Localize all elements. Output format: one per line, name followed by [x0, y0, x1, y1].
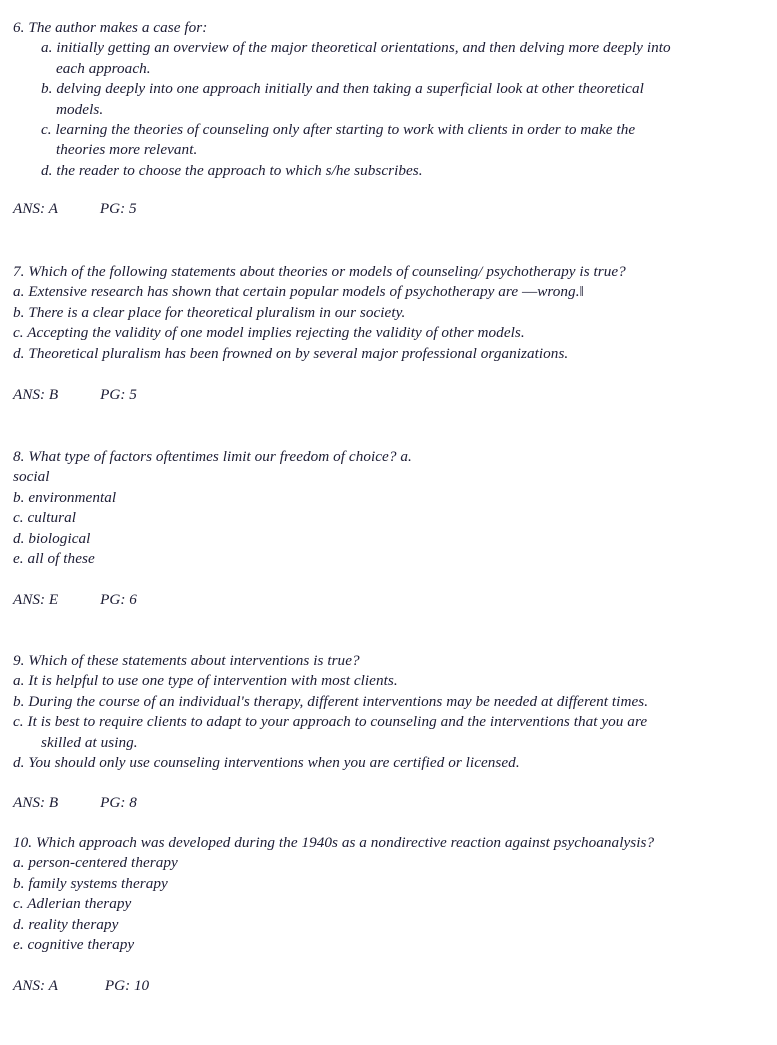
option-a-continuation: each approach. [56, 59, 151, 77]
option-e: e. cognitive therapy [13, 936, 135, 954]
page-reference: PG: 5 [100, 386, 137, 403]
option-a: a. initially getting an overview of the major theoretical orientations, and then delving more deeply into [41, 39, 671, 57]
answer-key: ANS: E [13, 591, 59, 608]
option-b: b. delving deeply into one approach initially and then taking a superficial look at other theoretical [41, 80, 644, 98]
question-stem: 7. Which of the following statements about theories or models of counseling/ psychotherapy is true? [13, 263, 626, 280]
option-b: b. During the course of an individual's therapy, different interventions may be needed at different times. [13, 692, 649, 710]
option-d: d. biological [13, 529, 91, 547]
option-a: a. person-centered therapy [13, 854, 178, 872]
page-reference: PG: 8 [100, 794, 137, 811]
answer-key: ANS: B [13, 386, 59, 403]
question-stem: 8. What type of factors oftentimes limit our freedom of choice? a. [13, 448, 412, 465]
option-e: e. all of these [13, 550, 95, 568]
question-stem: 10. Which approach was developed during the 1940s as a nondirective reaction against psychoanalysis? [13, 834, 655, 851]
option-c: c. It is best to require clients to adapt to your approach to counseling and the interventions that you are [13, 713, 648, 731]
option-b: b. environmental [13, 488, 117, 506]
option-b: b. There is a clear place for theoretical pluralism in our society. [13, 303, 406, 321]
option-c: c. cultural [13, 509, 76, 527]
question-block-8 [0, 447, 777, 569]
question-block-10 [0, 833, 777, 955]
option-c: c. Adlerian therapy [13, 895, 132, 913]
option-d: d. Theoretical pluralism has been frowned on by several major professional organizations. [13, 344, 569, 362]
option-a: a. It is helpful to use one type of intervention with most clients. [13, 672, 398, 690]
option-c-continuation: skilled at using. [41, 733, 138, 751]
answer-key: ANS: A [13, 977, 58, 994]
option-d: d. reality therapy [13, 915, 119, 933]
question-block-9 [0, 651, 777, 773]
question-stem: 9. Which of these statements about interventions is true? [13, 652, 360, 669]
option-a: a. Extensive research has shown that certain popular models of psychotherapy are ―wrong.‖ [13, 283, 584, 301]
question-block-6 [0, 18, 777, 181]
question-block-7 [0, 262, 777, 364]
option-c: c. learning the theories of counseling only after starting to work with clients in order to make the [41, 121, 636, 139]
page-reference: PG: 10 [104, 977, 150, 994]
option-c-continuation: theories more relevant. [56, 141, 198, 159]
answer-line-8 [0, 590, 137, 610]
answer-line-7 [0, 385, 137, 405]
option-b-continuation: models. [56, 100, 104, 118]
option-a: social [13, 468, 50, 486]
answer-key: ANS: B [13, 794, 59, 811]
page-reference: PG: 6 [100, 591, 137, 608]
option-d: d. You should only use counseling interventions when you are certified or licensed. [13, 754, 520, 772]
option-b: b. family systems therapy [13, 874, 168, 892]
answer-key: ANS: A [13, 200, 58, 217]
question-stem: 6. The author makes a case for: [13, 19, 208, 36]
answer-line-9 [0, 793, 137, 813]
answer-line-10 [0, 976, 149, 996]
page-reference: PG: 5 [99, 200, 137, 217]
option-d: d. the reader to choose the approach to which s/he subscribes. [41, 161, 423, 179]
option-c: c. Accepting the validity of one model implies rejecting the validity of other models. [13, 324, 525, 342]
answer-line-6 [0, 199, 137, 219]
